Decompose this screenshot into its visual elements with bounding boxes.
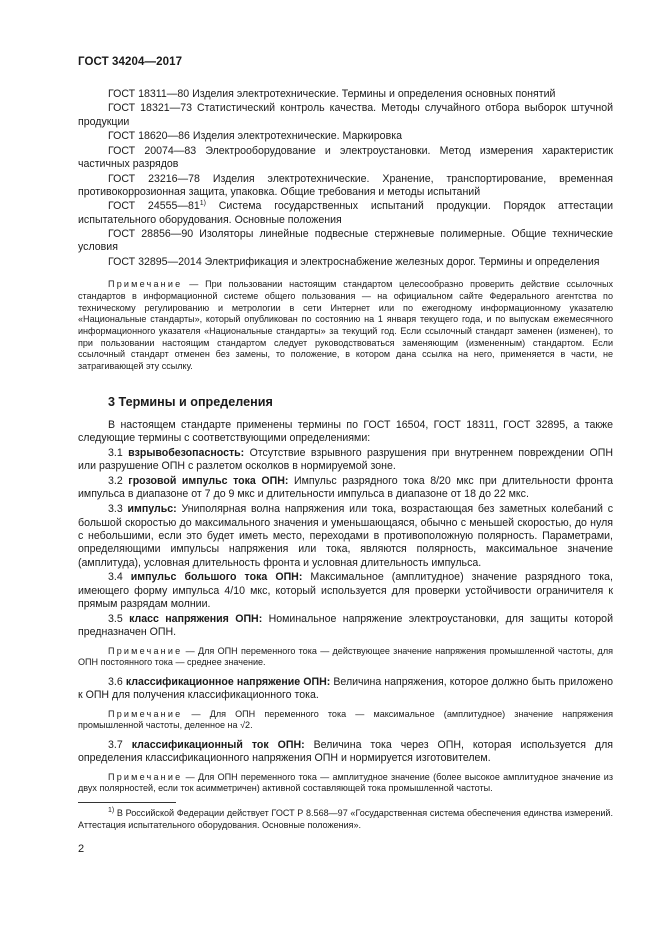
reference-item: ГОСТ 18311—80 Изделия электротехнические. Термины и определения основных понятий	[108, 88, 556, 100]
term-number: 3.4	[108, 571, 131, 584]
term-name: взрывобезопасность:	[128, 446, 245, 459]
note-label: Примечание	[108, 708, 183, 719]
reference-item: ГОСТ 18321—73 Статистический контроль качества. Методы случайного отбора выборок штучной продукции	[78, 102, 613, 128]
term-number: 3.2	[108, 475, 129, 488]
footnote	[78, 808, 613, 831]
term-number: 3.7	[108, 738, 132, 751]
reference-item	[78, 200, 613, 227]
term-3-7	[78, 739, 613, 766]
term-name: классификационный ток ОПН:	[131, 738, 305, 751]
term-name: класс напряжения ОПН:	[129, 612, 263, 625]
footnote-text: В Российской Федерации действует ГОСТ Р 8.568—97 «Государственная система обеспечения единства измерений. Аттестация испытательного оборудования. Основные положения».	[78, 808, 613, 830]
reference-item: ГОСТ 20074—83 Электрооборудование и электроустановки. Метод измерения характеристик частичных разрядов	[78, 144, 613, 171]
section-title: 3 Термины и определения	[108, 394, 273, 409]
normative-references	[78, 88, 613, 269]
term-definition: Величина тока через ОПН, которая используется для определения классификационного напряжения ОПН и нормируется изготовителем.	[78, 738, 614, 765]
term-3-2	[78, 475, 613, 502]
term-definition: Максимальное (амплитудное) значение разрядного тока, имеющего форму импульса 4/10 мкс, который используется для проверки устойчивости ограничителя к прямым разрядам молнии.	[78, 571, 613, 611]
section-intro: В настоящем стандарте применены термины по ГОСТ 16504, ГОСТ 18311, ГОСТ 32895, а также следующие термины с соответствующими определениями:	[78, 418, 613, 445]
term-3-4	[78, 571, 613, 611]
references-note	[78, 279, 613, 373]
term-name: грозовой импульс тока ОПН:	[128, 475, 289, 488]
term-name: классификационное напряжение ОПН:	[125, 675, 331, 688]
term-definition: Номинальное напряжение электроустановки, для защиты которой предназначен ОПН.	[78, 612, 613, 639]
term-note	[78, 709, 613, 732]
reference-item: ГОСТ 28856—90 Изоляторы линейные подвесные стержневые полимерные. Общие технические условия	[78, 228, 613, 254]
term-name: импульс большого тока ОПН:	[130, 571, 303, 584]
footnote-marker: 1)	[199, 200, 206, 208]
term-definition: Униполярная волна напряжения или тока, возрастающая без заметных колебаний с большой скоростью до максимального значения и уменьшающаяся, обычно с меньшей скоростью, до нуля с небольшими, если это будет иметь место, переходами в противоположную полярность. Параметрами, определяющими импульсы напряжения или тока, являются полярность, максимальное значение (амплитуда), условная длительность фронта и условная длительность импульса.	[78, 503, 613, 569]
reference-code: ГОСТ 24555—81	[108, 200, 200, 213]
reference-text: Система государственных испытаний продукции. Порядок аттестации испытательного оборудования. Основные положения	[78, 200, 613, 226]
note-label: Примечание	[108, 645, 183, 656]
note-text: — Для ОПН переменного тока — амплитудное значение (более высокое амплитудное значение из двух полярностей, если ток асимметричен) активной составляющей тока промышленной частоты.	[78, 771, 613, 794]
reference-item: ГОСТ 32895—2014 Электрификация и электроснабжение железных дорог. Термины и определения	[108, 255, 600, 268]
page-number: 2	[78, 843, 85, 855]
term-number: 3.1	[108, 446, 129, 459]
reference-item: ГОСТ 18620—86 Изделия электротехнические. Маркировка	[108, 130, 402, 143]
note-label: Примечание	[108, 279, 183, 290]
term-definition: Отсутствие взрывного разрушения при внутреннем повреждении ОПН или разрушение ОПН с разлетом осколков в нормируемой зоне.	[78, 446, 614, 473]
reference-item: ГОСТ 23216—78 Изделия электротехнические. Хранение, транспортирование, временная противокоррозионная защита, упаковка. Общие требования и методы испытаний	[78, 172, 613, 198]
term-number: 3.3	[108, 503, 128, 516]
page-content	[78, 88, 613, 802]
term-definition: Величина напряжения, которое должно быть приложено к ОПН для получения классификационного тока.	[78, 675, 614, 702]
term-note	[78, 772, 613, 795]
note-text: — При пользовании настоящим стандартом целесообразно проверить действие ссылочных стандартов в информационной системе общего пользования — на официальном сайте Федерального агентства по техническому регулированию и метрологии в сети Интернет или по ежегодному информационному указателю «Национальные стандарты», который опубликован по состоянию на 1 января текущего года, и по выпускам ежемесячного информационного указателя «Национальные стандарты» за текущий год. Если ссылочный стандарт заменен (изменен), то при пользовании настоящим стандартом следует руководствоваться заменяющим (измененным) стандартом. Если ссылочный стандарт отменен без замены, то положение, в котором дана ссылка на него, применяется в части, не затрагивающей эту ссылку.	[78, 279, 613, 372]
term-3-1	[78, 447, 613, 474]
term-number: 3.6	[108, 675, 126, 688]
term-3-3	[78, 503, 613, 569]
page-header: ГОСТ 34204—2017	[78, 56, 183, 68]
note-text: — Для ОПН переменного тока — максимальное (амплитудное) значение напряжения промышленной частоты, деленное на √2.	[78, 708, 613, 731]
footnote-divider	[78, 802, 176, 803]
footnote-marker: 1)	[108, 807, 115, 814]
note-text: — Для ОПН переменного тока — действующее значение напряжения промышленной частоты, для ОПН постоянного тока — среднее значение.	[78, 645, 613, 668]
term-name: импульс:	[127, 503, 177, 516]
term-3-5	[78, 613, 613, 640]
term-number: 3.5	[108, 612, 130, 625]
term-definition: Импульс разрядного тока 8/20 мкс при длительности фронта импульса в диапазоне от 7 до 9 мкс и длительности импульса в диапазоне от 18 до 22 мкс.	[78, 475, 613, 501]
term-note	[78, 646, 613, 669]
note-label: Примечание	[108, 771, 183, 782]
term-3-6	[78, 676, 613, 703]
